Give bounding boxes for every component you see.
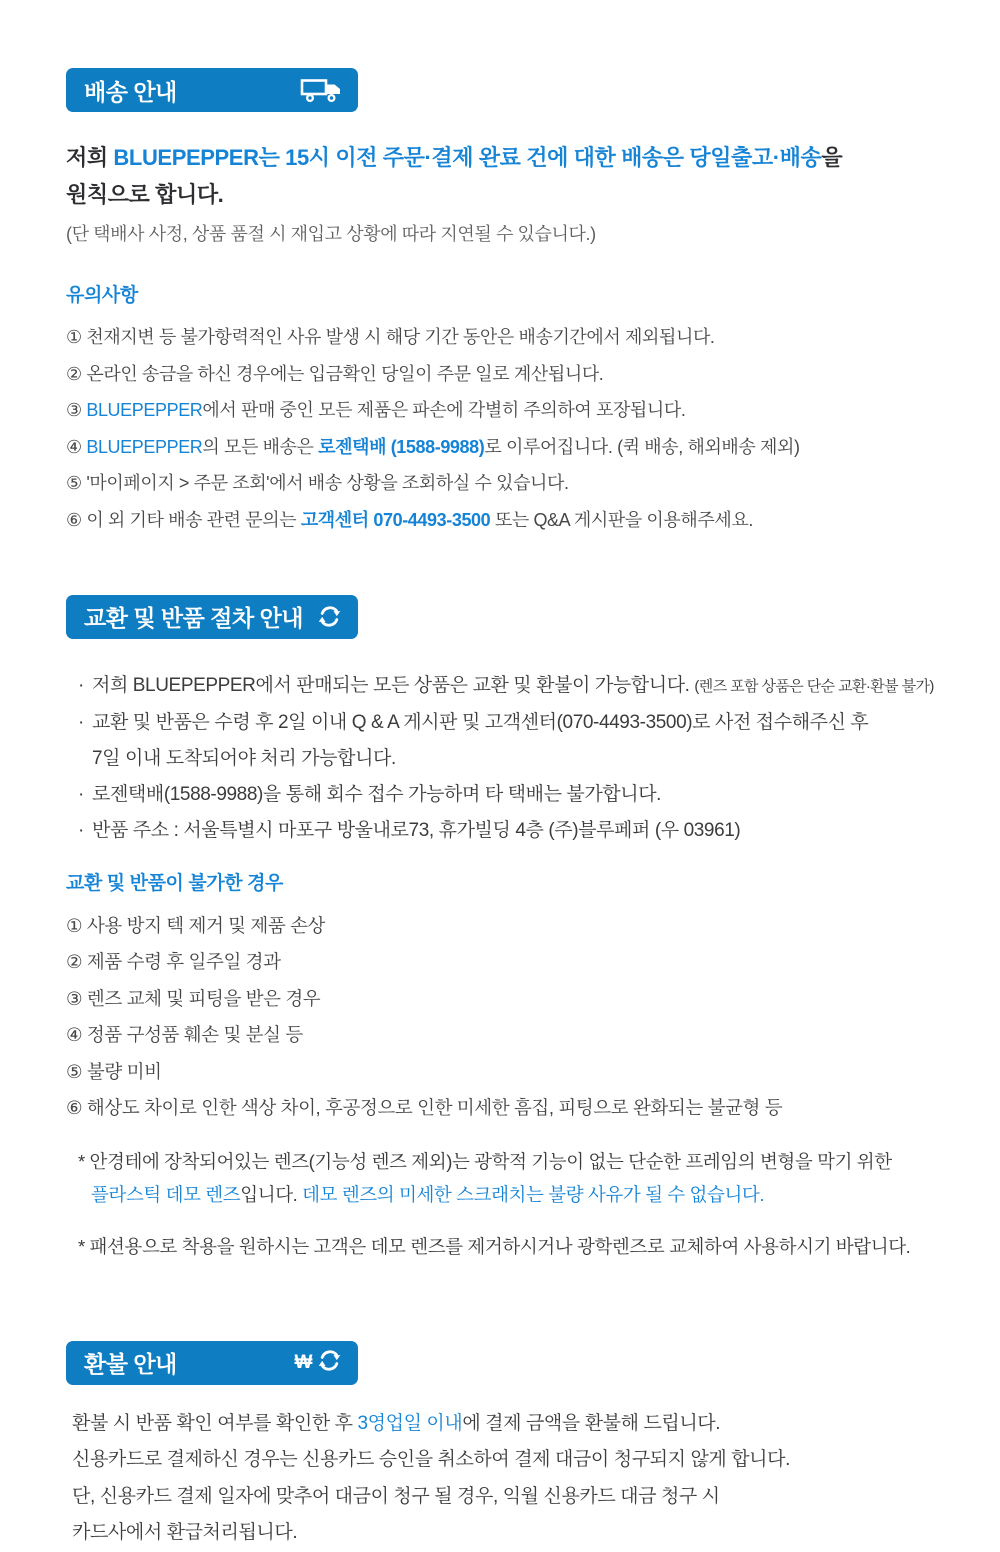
truck-icon	[300, 76, 342, 104]
exchange-bullet-2-line2: 7일 이내 도착되어야 처리 가능합니다.	[92, 747, 396, 769]
impossible-item-4: ④ 정품 구성품 훼손 및 분실 등	[66, 1024, 303, 1046]
shipping-badge-label: 배송 안내	[84, 78, 177, 105]
customer-center-phone: 고객센터 070-4493-3500	[300, 509, 491, 530]
note1-dark: 입니다.	[240, 1184, 303, 1206]
notice-item-2: ② 온라인 송금을 하신 경우에는 입금확인 당일이 주문 일로 계산됩니다.	[66, 363, 604, 384]
notice-item-3-pre: ③	[66, 400, 87, 421]
notice-item-5: ⑤ '마이페이지 > 주문 조회'에서 배송 상황을 조회하실 수 있습니다.	[66, 473, 569, 494]
note1-blue1: 플라스틱 데모 렌즈	[91, 1184, 241, 1206]
refund-line1-pre: 환불 시 반품 확인 여부를 확인한 후	[72, 1412, 358, 1434]
refund-badge	[66, 1341, 358, 1385]
notice-item-6	[66, 502, 945, 539]
refund-line-3: 단, 신용카드 결제 일자에 맞추어 대금이 청구 될 경우, 익월 신용카드 대금 청구 시	[72, 1485, 720, 1507]
impossible-item-1: ① 사용 방지 텍 제거 및 제품 손상	[66, 914, 326, 936]
notice-item-4-mid: 의 모든 배송은	[202, 436, 319, 457]
intro-seg-dark2: 을	[821, 145, 843, 170]
brand-name: BLUEPEPPER	[86, 400, 203, 421]
refresh-icon	[317, 1348, 342, 1378]
exchange-bullet-list	[78, 668, 945, 850]
refund-line-4: 카드사에서 환급처리됩니다.	[72, 1522, 298, 1544]
intro-seg-dark: 저희	[66, 145, 114, 170]
refresh-icon	[317, 604, 342, 629]
section-exchange	[66, 595, 945, 1263]
section-shipping	[66, 68, 945, 539]
demo-lens-note-2: * 패션용으로 착용을 원하시는 고객은 데모 렌즈를 제거하시거나 광학렌즈로 교체하여 사용하시기 바랍니다.	[78, 1235, 911, 1257]
refund-line1-post: 에 결제 금액을 환불해 드립니다.	[462, 1412, 721, 1434]
note1-blue2: 데모 렌즈의 미세한 스크래치는 불량 사유가 될 수 없습니다.	[302, 1184, 765, 1206]
shipping-intro	[66, 139, 945, 213]
bullet-dot: ·	[78, 711, 84, 733]
bullet-dot: ·	[78, 674, 84, 696]
impossible-item-5: ⑤ 불량 미비	[66, 1060, 162, 1082]
intro-line2: 원칙으로 합니다.	[66, 182, 224, 207]
refund-badge-label: 환불 안내	[84, 1351, 177, 1378]
bullet-dot: ·	[78, 784, 84, 806]
impossible-list	[66, 908, 945, 1127]
notice-item-6-pre: ⑥ 이 외 기타 배송 관련 문의는	[66, 509, 301, 530]
shipping-badge	[66, 68, 358, 112]
notice-item-3-post: 에서 판매 중인 모든 제품은 파손에 각별히 주의하여 포장됩니다.	[202, 400, 686, 421]
notice-item-4-pre: ④	[66, 436, 87, 457]
exchange-bullet-3-text: 로젠택배(1588-9988)을 통해 회수 접수 가능하며 타 택배는 불가합니다.	[92, 784, 662, 806]
exchange-bullet-3	[78, 777, 945, 813]
exchange-bullet-4	[78, 813, 945, 849]
notice-item-4-post: 로 이루어집니다. (퀵 배송, 해외배송 제외)	[484, 436, 800, 457]
exchange-bullet-2	[78, 705, 945, 777]
notice-item-1: ① 천재지변 등 불가항력적인 사유 발생 시 해당 기간 동안은 배송기간에서 제외됩니다.	[66, 327, 715, 347]
exchange-bullet-1-small: (렌즈 포함 상품은 단순 교환·환불 불가)	[694, 677, 934, 695]
exchange-bullet-1	[78, 668, 945, 705]
notice-list	[66, 319, 945, 539]
exchange-bullet-2-line1: 교환 및 반품은 수령 후 2일 이내 Q & A 게시판 및 고객센터(070-4493-3500)로 사전 접수해주신 후	[92, 711, 869, 733]
notice-item-6-post: 또는 Q&A 게시판을 이용해주세요.	[490, 509, 753, 530]
bullet-dot: ·	[78, 820, 84, 842]
exchange-bullet-1-text: 저희 BLUEPEPPER에서 판매되는 모든 상품은 교환 및 환불이 가능합니다.	[92, 674, 695, 696]
note1-line1: * 안경테에 장착되어있는 렌즈(기능성 렌즈 제외)는 광학적 기능이 없는 단순한 프레임의 변형을 막기 위한	[78, 1151, 892, 1173]
impossible-item-2: ② 제품 수령 후 일주일 경과	[66, 951, 281, 973]
won-icon: ₩	[294, 1352, 312, 1374]
refund-line-1	[72, 1406, 945, 1443]
return-address: 반품 주소 : 서울특별시 마포구 방울내로73, 휴가빌딩 4층 (주)블루페퍼 (우 03961)	[92, 820, 741, 842]
impossible-title: 교환 및 반품이 불가한 경우	[66, 872, 284, 894]
demo-lens-note-1	[78, 1145, 945, 1211]
notice-item-3	[66, 392, 945, 429]
demo-lens-notes	[78, 1145, 945, 1263]
brand-name: BLUEPEPPER	[86, 436, 203, 457]
notice-title: 유의사항	[66, 285, 138, 306]
refund-line-2: 신용카드로 결제하신 경우는 신용카드 승인을 취소하여 결제 대금이 청구되지 않게 합니다.	[72, 1449, 790, 1471]
exchange-badge	[66, 595, 358, 639]
intro-seg-blue: BLUEPEPPER는 15시 이전 주문·결제 완료 건에 대한 배송은 당일출고·배송	[113, 145, 822, 170]
carrier-phone: 로젠택배 (1588-9988)	[318, 436, 485, 457]
impossible-item-6: ⑥ 해상도 차이로 인한 색상 차이, 후공정으로 인한 미세한 흠집, 피팅으로 완화되는 불균형 등	[66, 1097, 783, 1119]
section-refund	[66, 1341, 945, 1552]
exchange-badge-label: 교환 및 반품 절차 안내	[84, 605, 304, 632]
shipping-delay-note: (단 택배사 사정, 상품 품절 시 재입고 상황에 따라 지연될 수 있습니다.)	[66, 224, 596, 244]
impossible-item-3: ③ 렌즈 교체 및 피팅을 받은 경우	[66, 987, 321, 1009]
refund-text	[72, 1406, 945, 1552]
notice-item-4	[66, 429, 945, 466]
refund-line1-accent: 3영업일 이내	[357, 1412, 463, 1434]
